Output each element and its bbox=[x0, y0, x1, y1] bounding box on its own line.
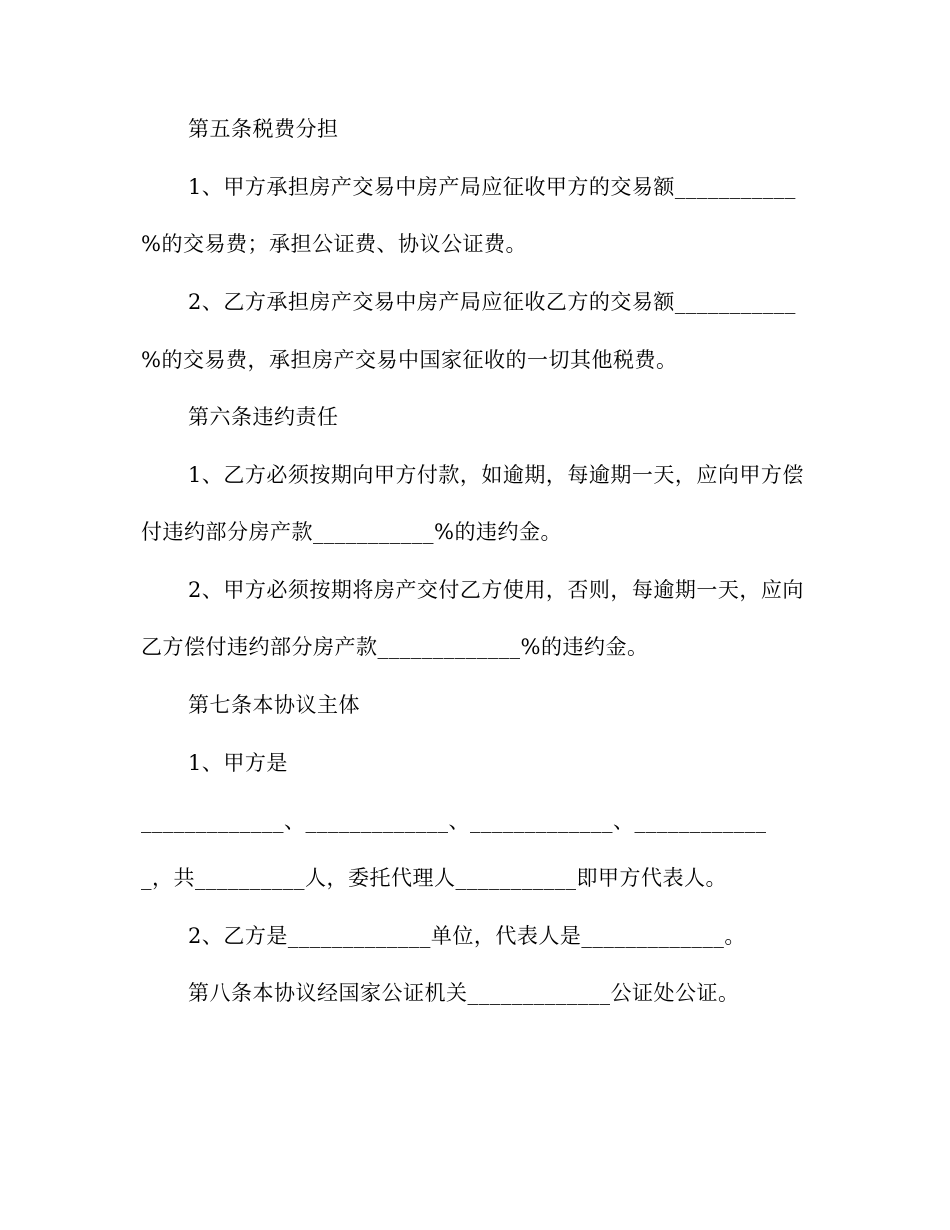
article-6-clause-2: 2、甲方必须按期将房产交付乙方使用，否则，每逾期一天，应向 bbox=[188, 578, 804, 602]
article-7-heading: 第七条本协议主体 bbox=[188, 693, 360, 717]
article-5-clause-1-continued: %的交易费；承担公证费、协议公证费。 bbox=[141, 232, 527, 256]
article-7-clause-1-continued: _，共__________人，委托代理人___________即甲方代表人。 bbox=[141, 866, 727, 890]
article-5-heading: 第五条税费分担 bbox=[188, 117, 339, 141]
article-6-clause-1-continued: 付违约部分房产款___________%的违约金。 bbox=[141, 520, 562, 544]
article-5-clause-2: 2、乙方承担房产交易中房产局应征收乙方的交易额___________ bbox=[188, 290, 796, 314]
article-6-clause-1: 1、乙方必须按期向甲方付款，如逾期，每逾期一天，应向甲方偿 bbox=[188, 463, 804, 487]
article-8-heading: 第八条本协议经国家公证机关_____________公证处公证。 bbox=[188, 981, 740, 1005]
article-6-clause-2-continued: 乙方偿付违约部分房产款_____________%的违约金。 bbox=[141, 635, 649, 659]
article-5-clause-2-continued: %的交易费，承担房产交易中国家征收的一切其他税费。 bbox=[141, 348, 678, 372]
article-7-clause-1: 1、甲方是 bbox=[188, 751, 288, 775]
article-6-heading: 第六条违约责任 bbox=[188, 405, 339, 429]
article-7-clause-2: 2、乙方是_____________单位，代表人是_____________。 bbox=[188, 924, 746, 948]
article-5-clause-1: 1、甲方承担房产交易中房产局应征收甲方的交易额___________ bbox=[188, 175, 796, 199]
article-7-clause-1-names: _____________、_____________、_____________、____________ bbox=[141, 809, 767, 833]
